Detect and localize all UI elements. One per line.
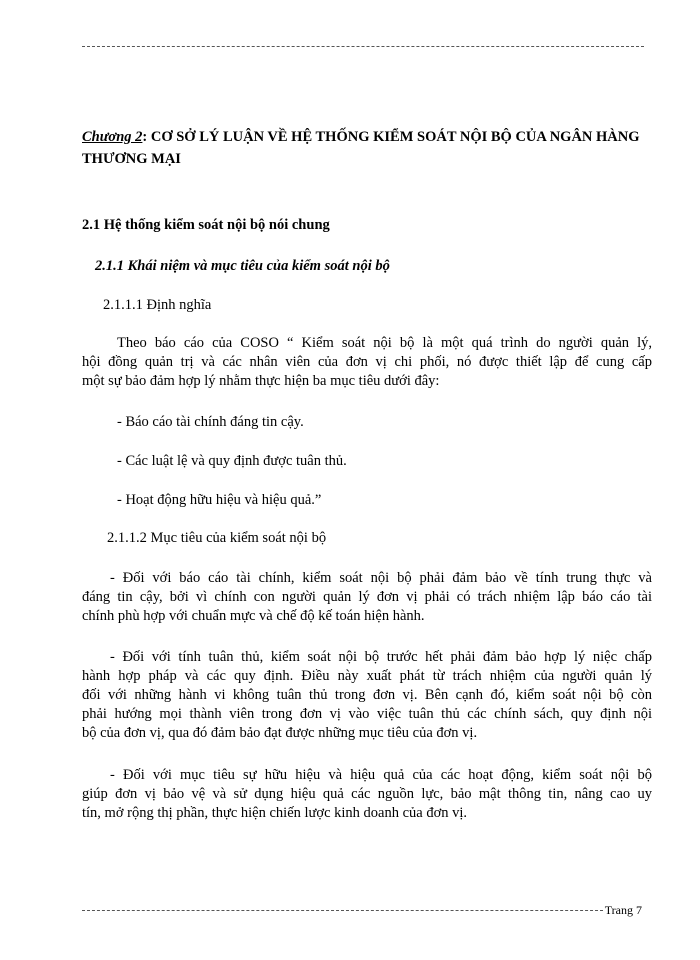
paragraph-line: đối với những hành vi không tuân thủ trong đơn vị. Bên cạnh đó, kiểm soát nội bộ còn bbox=[82, 687, 652, 703]
paragraph-line: tín, mở rộng thị phần, thực hiện chiến lược kinh doanh của đơn vị. bbox=[82, 805, 468, 821]
list-item: - Các luật lệ và quy định được tuân thủ. bbox=[117, 453, 347, 469]
paragraph-line: hội đồng quản trị và các nhân viên của đơn vị chi phối, nó được thiết lập để cung cấp bbox=[82, 354, 652, 370]
page-footer bbox=[82, 902, 642, 918]
paragraph-line: - Đối với báo cáo tài chính, kiểm soát nội bộ phải đảm bảo về tính trung thực và bbox=[110, 570, 652, 586]
objectives-heading: 2.1.1.2 Mục tiêu của kiểm soát nội bộ bbox=[107, 530, 327, 546]
list-item: - Báo cáo tài chính đáng tin cậy. bbox=[117, 414, 304, 430]
efficiency-paragraph bbox=[82, 766, 652, 823]
chapter-heading-text: : CƠ SỞ LÝ LUẬN VỀ HỆ THỐNG KIỂM SOÁT NỘI BỘ CỦA NGÂN HÀNG THƯƠNG MẠI bbox=[82, 129, 640, 167]
paragraph-line: một sự bảo đảm hợp lý nhằm thực hiện ba mục tiêu dưới đây: bbox=[82, 373, 440, 389]
page-number: Trang 7 bbox=[604, 902, 642, 917]
paragraph-line: giúp đơn vị bảo vệ và sử dụng hiệu quả các nguồn lực, bảo mật thông tin, nâng cao uy bbox=[82, 786, 652, 802]
paragraph-line: bộ của đơn vị, qua đó đảm bảo đạt được những mục tiêu của đơn vị. bbox=[82, 725, 478, 741]
paragraph-line: đáng tin cậy, bởi vì chính con người quản lý đơn vị phải có trách nhiệm lập báo cáo tài bbox=[82, 589, 652, 605]
chapter-title bbox=[82, 126, 652, 170]
definition-paragraph bbox=[82, 334, 652, 391]
paragraph-line: Theo báo cáo của COSO “ Kiểm soát nội bộ là một quá trình do người quản lý, bbox=[117, 335, 652, 351]
chapter-label: Chương 2 bbox=[82, 129, 143, 145]
subsection-heading: 2.1.1 Khái niệm và mục tiêu của kiểm soát nội bộ bbox=[95, 258, 390, 274]
compliance-paragraph bbox=[82, 648, 652, 743]
paragraph-line: hành hợp pháp và các quy định. Điều này xuất phát từ trách nhiệm của người quản lý bbox=[82, 668, 652, 684]
list-item: - Hoạt động hữu hiệu và hiệu quả.” bbox=[117, 492, 322, 508]
footer-dashed-rule bbox=[82, 910, 603, 911]
paragraph-line: - Đối với tính tuân thủ, kiểm soát nội bộ trước hết phải đảm bảo hợp lý niệc chấp bbox=[110, 649, 652, 665]
section-heading: 2.1 Hệ thống kiểm soát nội bộ nói chung bbox=[82, 217, 330, 233]
header-dashed-rule bbox=[82, 46, 644, 47]
paragraph-line: phải hướng mọi thành viên trong đơn vị vào việc tuân thủ các chính sách, quy định nội bbox=[82, 706, 652, 722]
definition-heading: 2.1.1.1 Định nghĩa bbox=[103, 297, 212, 313]
paragraph-line: chính phù hợp với chuẩn mực và chế độ kế toán hiện hành. bbox=[82, 608, 425, 624]
financial-reporting-paragraph bbox=[82, 569, 652, 626]
paragraph-line: - Đối với mục tiêu sự hữu hiệu và hiệu quả của các hoạt động, kiểm soát nội bộ bbox=[110, 767, 652, 783]
